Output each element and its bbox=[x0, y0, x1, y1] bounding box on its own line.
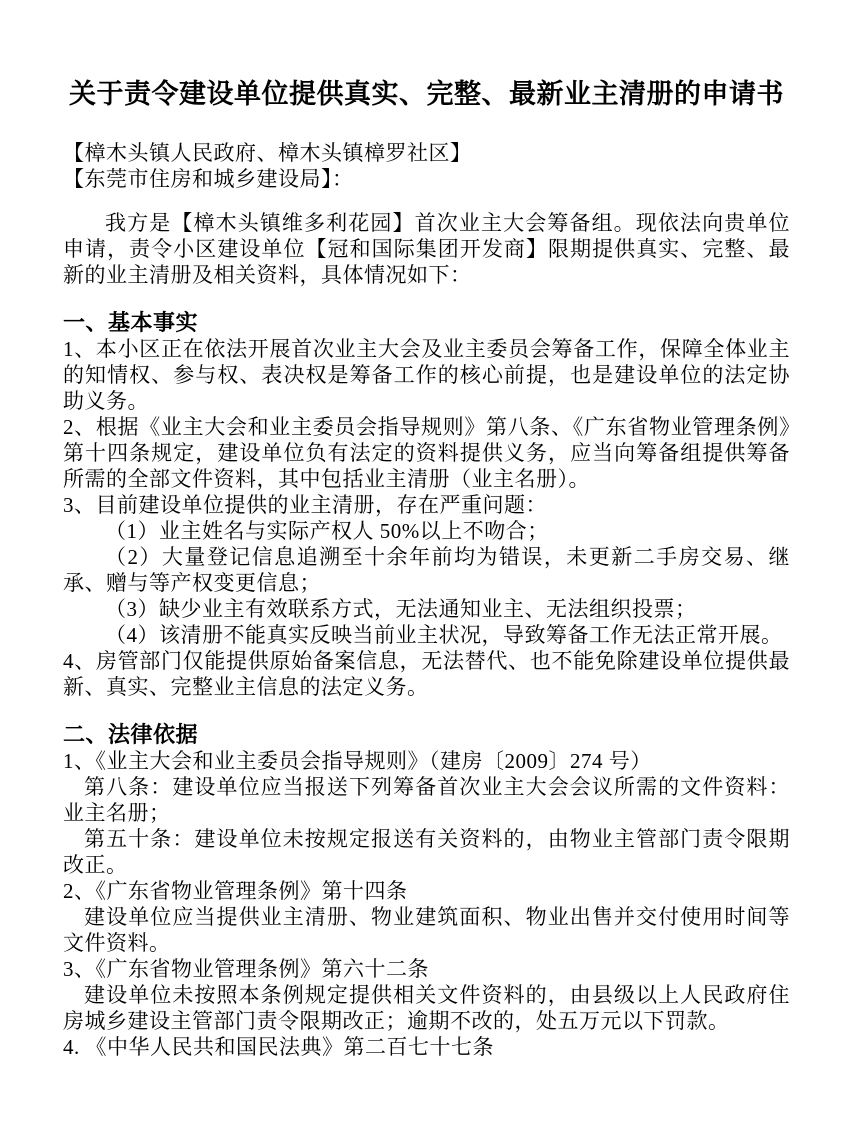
legal-item-4: 4. 《中华人民共和国民法典》第二百七十七条 bbox=[63, 1035, 494, 1059]
fact-item-3-sub-3: （3）缺少业主有效联系方式，无法通知业主、无法组织投票； bbox=[105, 597, 697, 621]
legal-item-3: 3、《广东省物业管理条例》第六十二条 bbox=[63, 957, 429, 981]
fact-item-3-sub-4: （4）该清册不能真实反映当前业主状况，导致筹备工作无法正常开展。 bbox=[105, 623, 783, 647]
legal-item-1-article-50: 第五十条：建设单位未按规定报送有关资料的，由物业主管部门责令限期改正。 bbox=[63, 827, 790, 877]
addressee-line-housing-bureau: 【东莞市住房和城乡建设局】： bbox=[63, 167, 354, 191]
legal-item-3-clause: 建设单位未按照本条例规定提供相关文件资料的，由县级以上人民政府住房城乡建设主管部门责令限期改正；逾期不改的，处五万元以下罚款。 bbox=[63, 983, 790, 1033]
section-basic-facts-heading: 一、基本事实 bbox=[63, 310, 199, 335]
fact-item-4: 4、房管部门仅能提供原始备案信息，无法替代、也不能免除建设单位提供最新、真实、完整业主信息的法定义务。 bbox=[63, 649, 790, 699]
section-legal-basis bbox=[63, 722, 790, 1060]
fact-item-3-sub-1: （1）业主姓名与实际产权人 50%以上不吻合； bbox=[105, 519, 549, 543]
opening-paragraph: 我方是【樟木头镇维多利花园】首次业主大会筹备组。现依法向贵单位申请，责令小区建设单位【冠和国际集团开发商】限期提供真实、完整、最新的业主清册及相关资料，具体情况如下： bbox=[63, 211, 790, 287]
fact-item-1: 1、本小区正在依法开展首次业主大会及业主委员会筹备工作，保障全体业主的知情权、参与权、表决权是筹备工作的核心前提，也是建设单位的法定协助义务。 bbox=[63, 337, 790, 413]
legal-item-1: 1、《业主大会和业主委员会指导规则》（建房〔2009〕274 号） bbox=[63, 749, 652, 773]
addressee-line-government: 【樟木头镇人民政府、樟木头镇樟罗社区】 bbox=[63, 141, 472, 165]
section-basic-facts bbox=[63, 310, 790, 700]
legal-item-2-clause: 建设单位应当提供业主清册、物业建筑面积、物业出售并交付使用时间等文件资料。 bbox=[63, 905, 790, 955]
document-title: 关于责令建设单位提供真实、完整、最新业主清册的申请书 bbox=[69, 79, 784, 109]
fact-item-3-sub-2: （2）大量登记信息追溯至十余年前均为错误，未更新二手房交易、继承、赠与等产权变更信息； bbox=[63, 545, 790, 595]
fact-item-3: 3、目前建设单位提供的业主清册，存在严重问题： bbox=[63, 493, 547, 517]
fact-item-2: 2、根据《业主大会和业主委员会指导规则》第八条、《广东省物业管理条例》第十四条规定，建设单位负有法定的资料提供义务，应当向筹备组提供筹备所需的全部文件资料，其中包括业主清册（业主名册）。 bbox=[63, 415, 790, 491]
legal-item-2: 2、《广东省物业管理条例》第十四条 bbox=[63, 879, 408, 903]
section-legal-basis-heading: 二、法律依据 bbox=[63, 722, 199, 747]
legal-item-1-article-8: 第八条：建设单位应当报送下列筹备首次业主大会会议所需的文件资料：业主名册； bbox=[63, 775, 790, 825]
